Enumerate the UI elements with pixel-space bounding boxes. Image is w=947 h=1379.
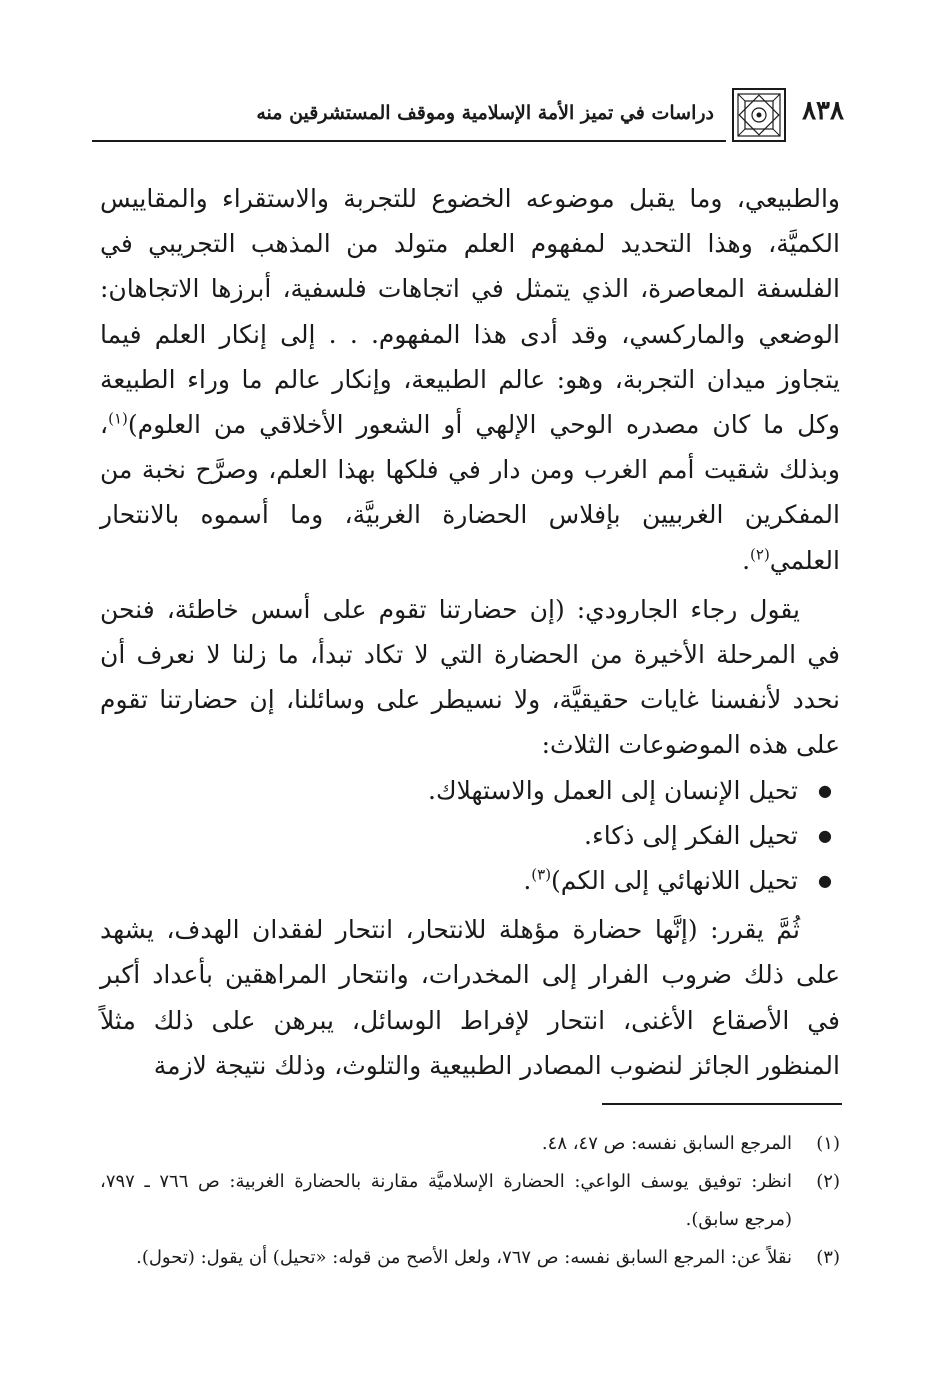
main-text <box>100 176 840 1088</box>
page-header <box>92 84 844 148</box>
running-title: دراسات في تميز الأمة الإسلامية وموقف المستشرقين منه <box>256 102 714 124</box>
paragraph-text: والطبيعي، وما يقبل موضوعه الخضوع للتجربة والاستقراء والمقاييس الكميَّة، وهذا التحديد لمفهوم العلم متولد من المذهب التجريبي في الفلسفة المعاصرة، الذي يتمثل في اتجاهات فلسفية، أبرزها الاتجاهان: الوضعي والماركسي، وقد أدى هذا المفهوم. . . إلى إنكار العلم فيما يتجاوز ميدان التجربة، وهو: عالم الطبيعة، وإنكار عالم ما وراء الطبيعة وكل ما كان مصدره الوحي الإلهي أو الشعور الأخلاقي من العلوم) <box>100 184 840 440</box>
footnote-text: المرجع السابق نفسه: ص ٤٧، ٤٨. <box>541 1133 792 1154</box>
footnotes <box>100 1125 840 1277</box>
bullet-item <box>100 858 840 903</box>
bullet-item <box>100 768 840 813</box>
bullet-list <box>100 768 840 904</box>
footnote-1 <box>100 1125 840 1163</box>
footnote-2 <box>100 1163 840 1239</box>
paragraph-1 <box>100 176 840 583</box>
bullet-item <box>100 813 840 858</box>
paragraph-2: يقول رجاء الجارودي: (إن حضارتنا تقوم على أسس خاطئة، فنحن في المرحلة الأخيرة من الحضارة التي لا تكاد تبدأ، ما زلنا لا نعرف أن نحدد لأنفسنا غايات حقيقيَّة، ولا نسيطر على وسائلنا، إن حضارتنا تقوم على هذه الموضوعات الثلاث: <box>100 594 840 760</box>
footnote-ref-1: (١) <box>108 409 128 428</box>
footnote-number: (٣) <box>816 1247 840 1268</box>
bullet-text: تحيل اللانهائي إلى الكم) <box>551 866 798 896</box>
footnote-3 <box>100 1239 840 1277</box>
footnote-text: انظر: توفيق يوسف الواعي: الحضارة الإسلاميَّة مقارنة بالحضارة الغربية: ص ٧٦٦ ـ ٧٩٧، (مرجع سابق). <box>100 1171 793 1230</box>
header-rule <box>92 140 726 142</box>
paragraph-text: . <box>742 545 751 575</box>
islamic-geometric-ornament-icon <box>732 88 786 142</box>
closing-paragraph: ثُمَّ يقرر: (إنَّها حضارة مؤهلة للانتحار، انتحار لفقدان الهدف، يشهد على ذلك ضروب الفرار إلى المخدرات، وانتحار المراهقين بأعداد أكبر في الأصقاع الأغنى، انتحار لإفراط الوسائل، يبرهن على ذلك مثلاً المنظور الجائز لنضوب المصادر الطبيعية والتلوث، وذلك نتيجة لازمة <box>100 915 840 1080</box>
bullet-text: تحيل الإنسان إلى العمل والاستهلاك. <box>428 775 798 805</box>
footnote-ref-3: (٣) <box>531 865 552 884</box>
footnote-number: (١) <box>816 1133 840 1154</box>
footnote-ref-2: (٢) <box>750 545 770 564</box>
footnote-text: نقلاً عن: المرجع السابق نفسه: ص ٧٦٧، ولعل الأصح من قوله: «تحيل) أن يقول: (تحول). <box>136 1247 792 1268</box>
page-number: ٨٣٨ <box>802 96 844 126</box>
bullet-text-tail: . <box>523 866 532 896</box>
bullet-text: تحيل الفكر إلى ذكاء. <box>584 820 798 850</box>
paragraph-text: ، وبذلك شقيت أمم الغرب ومن دار في فلكها بهذا العلم، وصرَّح نخبة من المفكرين الغربيين بإفلاس الحضارة الغربيَّة، وما أسموه بالانتحار العلمي <box>100 410 840 575</box>
footnote-number: (٢) <box>816 1171 840 1192</box>
footnote-separator <box>602 1103 842 1105</box>
